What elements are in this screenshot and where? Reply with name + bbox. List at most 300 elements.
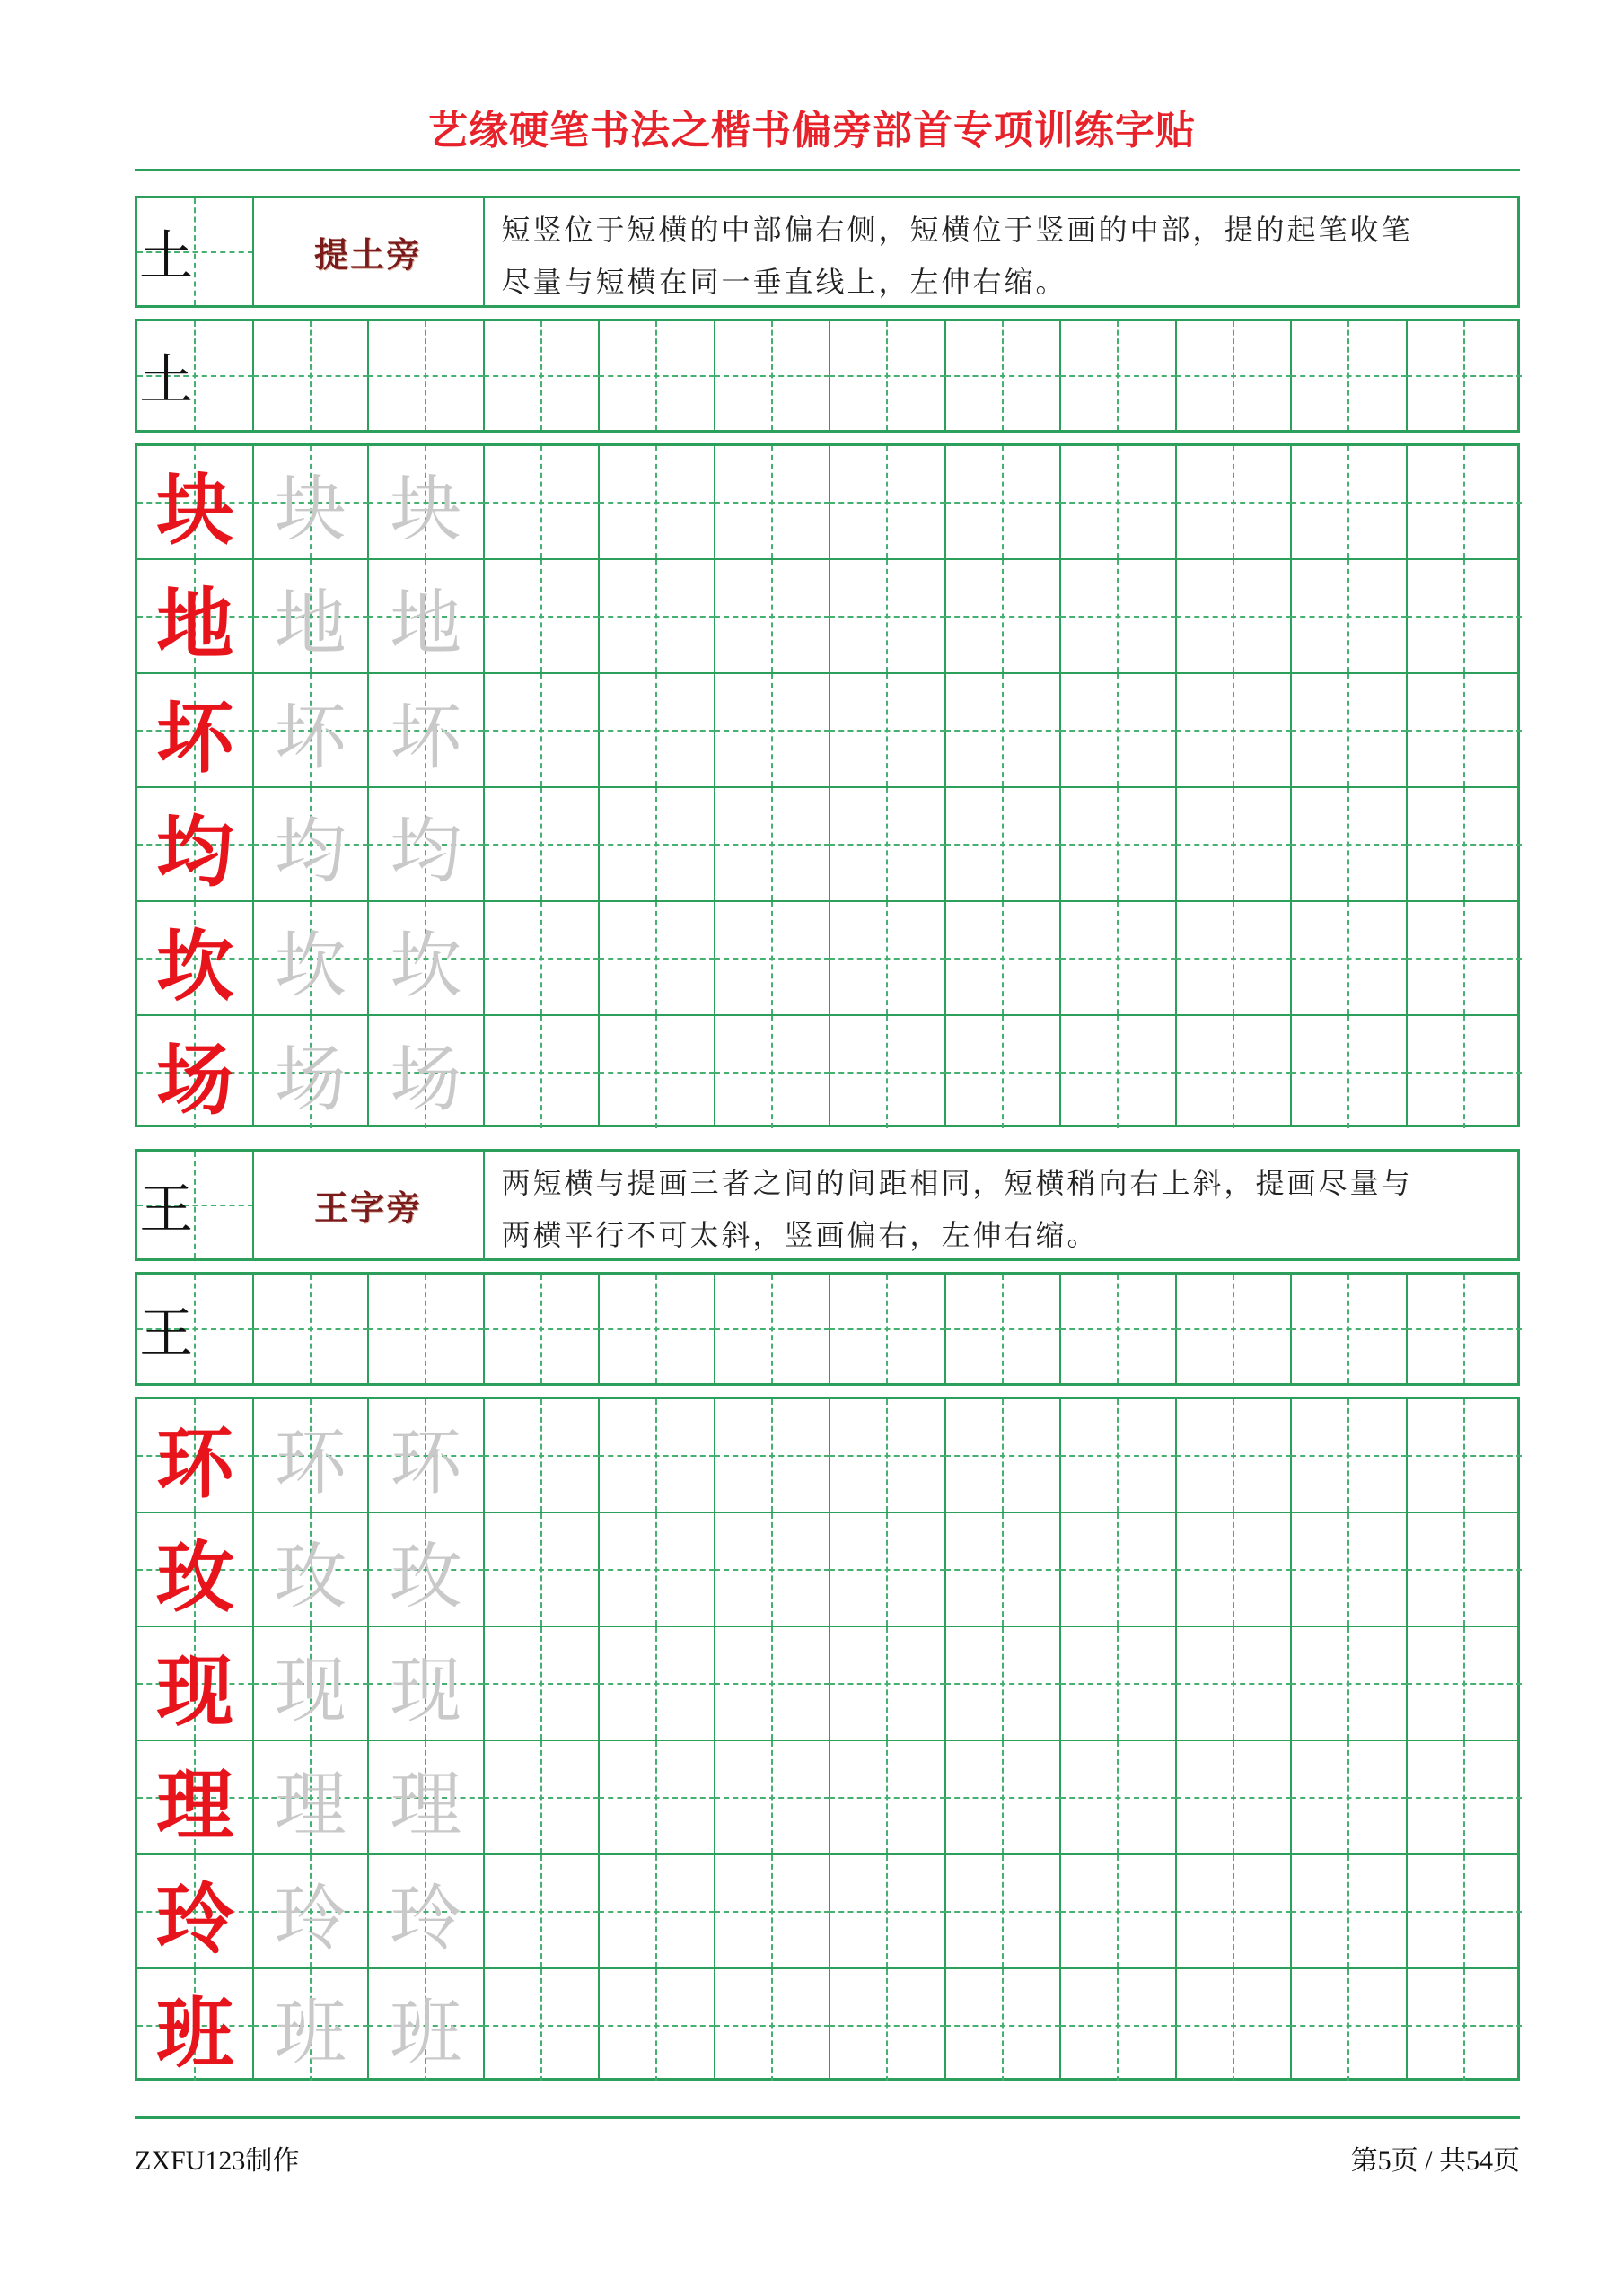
guide-horizontal <box>484 2025 600 2027</box>
grid-cell[interactable] <box>1060 1855 1176 1967</box>
guide-horizontal <box>1291 1911 1407 1913</box>
grid-cell[interactable] <box>1060 674 1176 786</box>
grid-cell[interactable] <box>945 1275 1061 1383</box>
trace-character: 均 <box>390 810 462 893</box>
guide-horizontal <box>484 958 600 960</box>
guide-horizontal <box>830 1328 945 1330</box>
guide-horizontal <box>830 2025 945 2027</box>
guide-horizontal <box>484 844 600 846</box>
guide-horizontal <box>368 1328 484 1330</box>
grid-cell[interactable] <box>1407 1513 1523 1626</box>
guide-horizontal <box>484 1072 600 1074</box>
grid-cell[interactable] <box>484 902 600 1014</box>
trace-character: 块 <box>274 468 347 551</box>
grid-cell[interactable] <box>945 1855 1061 1967</box>
guide-horizontal <box>945 1683 1061 1685</box>
guide-horizontal <box>1407 1569 1523 1571</box>
grid-cell[interactable] <box>599 560 715 672</box>
guide-horizontal <box>715 844 830 846</box>
guide-horizontal <box>1176 1569 1292 1571</box>
grid-cell[interactable] <box>1291 1969 1407 2081</box>
trace-character: 玲 <box>274 1877 347 1960</box>
trace-character: 玲 <box>390 1877 462 1960</box>
guide-horizontal <box>830 1455 945 1457</box>
guide-horizontal <box>1291 502 1407 504</box>
grid-cell[interactable] <box>1176 1741 1292 1853</box>
guide-horizontal <box>715 1797 830 1799</box>
grid-cell[interactable] <box>830 321 945 430</box>
model-character: 玲 <box>156 1873 234 1965</box>
grid-cell[interactable] <box>599 1275 715 1383</box>
grid-cell[interactable] <box>1407 321 1523 430</box>
guide-horizontal <box>484 730 600 732</box>
guide-horizontal <box>1060 1455 1176 1457</box>
guide-horizontal <box>1407 1911 1523 1913</box>
grid-cell[interactable] <box>945 674 1061 786</box>
grid-cell[interactable] <box>715 446 830 558</box>
grid-cell[interactable] <box>1060 1275 1176 1383</box>
grid-cell[interactable] <box>1407 1399 1523 1512</box>
grid-cell[interactable] <box>1291 902 1407 1014</box>
grid-cell[interactable] <box>945 446 1061 558</box>
grid-cell[interactable] <box>368 1275 484 1383</box>
grid-cell[interactable] <box>484 1741 600 1853</box>
trace-character: 场 <box>390 1038 462 1121</box>
guide-horizontal <box>830 375 945 377</box>
guide-horizontal <box>599 616 715 618</box>
guide-horizontal <box>1176 1683 1292 1685</box>
trace-character: 班 <box>274 1991 347 2074</box>
grid-cell[interactable] <box>1176 446 1292 558</box>
model-character: 场 <box>156 1034 234 1126</box>
grid-cell[interactable] <box>830 1016 945 1128</box>
guide-horizontal <box>599 1911 715 1913</box>
trace-character: 地 <box>390 582 462 665</box>
guide-horizontal <box>599 1569 715 1571</box>
trace-character: 地 <box>274 582 347 665</box>
guide-horizontal <box>599 1072 715 1074</box>
guide-horizontal <box>715 1569 830 1571</box>
grid-cell[interactable] <box>1291 788 1407 900</box>
grid-cell[interactable] <box>1060 902 1176 1014</box>
grid-cell[interactable] <box>1176 902 1292 1014</box>
grid-cell[interactable] <box>1060 1969 1176 2081</box>
grid-cell[interactable] <box>1291 674 1407 786</box>
guide-horizontal <box>1407 1683 1523 1685</box>
grid-cell[interactable] <box>599 1627 715 1740</box>
grid-cell[interactable] <box>599 446 715 558</box>
grid-cell[interactable] <box>484 1513 600 1626</box>
radical-name: 提土旁 <box>313 235 422 275</box>
grid-cell[interactable] <box>715 902 830 1014</box>
model-character: 环 <box>156 1417 234 1509</box>
guide-horizontal <box>945 2025 1061 2027</box>
trace-character: 理 <box>274 1763 347 1846</box>
grid-cell[interactable] <box>945 902 1061 1014</box>
guide-horizontal <box>1176 730 1292 732</box>
grid-cell[interactable] <box>715 788 830 900</box>
grid-cell[interactable] <box>1407 788 1523 900</box>
radical-section <box>135 196 1520 1127</box>
grid-cell[interactable] <box>599 1016 715 1128</box>
guide-horizontal <box>715 2025 830 2027</box>
guide-horizontal <box>1291 616 1407 618</box>
grid-cell[interactable] <box>1060 788 1176 900</box>
guide-horizontal <box>599 1683 715 1685</box>
grid-cell[interactable] <box>945 1016 1061 1128</box>
radical-glyph: 土 <box>139 348 194 412</box>
guide-horizontal <box>715 502 830 504</box>
trace-character: 坏 <box>274 696 347 779</box>
guide-horizontal <box>1407 1328 1523 1330</box>
guide-horizontal <box>1291 1072 1407 1074</box>
grid-cell[interactable] <box>1060 1016 1176 1128</box>
guide-horizontal <box>1060 1328 1176 1330</box>
grid-cell[interactable] <box>599 788 715 900</box>
grid-cell[interactable] <box>830 1741 945 1853</box>
guide-horizontal <box>253 375 369 377</box>
grid-cell[interactable] <box>368 321 484 430</box>
footer-maker: ZXFU123制作 <box>135 2146 300 2176</box>
grid-cell[interactable] <box>1291 1513 1407 1626</box>
guide-horizontal <box>830 1072 945 1074</box>
guide-horizontal <box>1060 1911 1176 1913</box>
grid-cell[interactable] <box>1060 446 1176 558</box>
grid-cell[interactable] <box>484 446 600 558</box>
grid-cell[interactable] <box>1060 1741 1176 1853</box>
grid-cell[interactable] <box>599 1969 715 2081</box>
grid-cell[interactable] <box>1291 321 1407 430</box>
guide-horizontal <box>715 958 830 960</box>
grid-cell[interactable] <box>484 1275 600 1383</box>
guide-horizontal <box>484 375 600 377</box>
guide-horizontal <box>1176 958 1292 960</box>
character-practice-block <box>135 1397 1520 2081</box>
guide-horizontal <box>1291 1328 1407 1330</box>
grid-cell[interactable] <box>830 1855 945 1967</box>
grid-cell[interactable] <box>599 1741 715 1853</box>
grid-cell[interactable] <box>1407 1855 1523 1967</box>
grid-cell[interactable] <box>599 674 715 786</box>
grid-cell[interactable] <box>830 1513 945 1626</box>
guide-horizontal <box>253 1328 369 1330</box>
guide-horizontal <box>715 616 830 618</box>
guide-horizontal <box>1060 1072 1176 1074</box>
grid-cell[interactable] <box>1407 902 1523 1014</box>
model-character: 块 <box>156 464 234 556</box>
trace-character: 玫 <box>274 1535 347 1618</box>
grid-cell[interactable] <box>1176 1016 1292 1128</box>
trace-character: 现 <box>274 1649 347 1732</box>
grid-cell[interactable] <box>1291 1627 1407 1740</box>
grid-cell[interactable] <box>830 446 945 558</box>
grid-cell[interactable] <box>715 1016 830 1128</box>
trace-character: 班 <box>390 1991 462 2074</box>
grid-cell[interactable] <box>1291 1275 1407 1383</box>
grid-cell[interactable] <box>945 1513 1061 1626</box>
grid-cell[interactable] <box>715 560 830 672</box>
grid-cell[interactable] <box>253 1275 369 1383</box>
grid-cell[interactable] <box>1291 1399 1407 1512</box>
grid-cell[interactable] <box>1407 1275 1523 1383</box>
guide-horizontal <box>1176 1455 1292 1457</box>
guide-horizontal <box>1291 1455 1407 1457</box>
grid-cell[interactable] <box>945 1741 1061 1853</box>
footer-page-info: 第5页 / 共54页 <box>1350 2146 1520 2176</box>
guide-horizontal <box>715 1072 830 1074</box>
trace-character: 均 <box>274 810 347 893</box>
trace-character: 坎 <box>274 924 347 1007</box>
grid-cell[interactable] <box>1291 1741 1407 1853</box>
grid-cell[interactable] <box>1176 674 1292 786</box>
grid-cell[interactable] <box>1407 674 1523 786</box>
header-rule <box>135 169 1520 171</box>
grid-cell[interactable] <box>945 1399 1061 1512</box>
description-line: 尽量与短横在同一垂直线上，左伸右缩。 <box>501 265 1067 299</box>
grid-cell[interactable] <box>484 321 600 430</box>
guide-horizontal <box>1176 1797 1292 1799</box>
guide-horizontal <box>945 844 1061 846</box>
grid-cell[interactable] <box>1407 446 1523 558</box>
guide-horizontal <box>599 502 715 504</box>
description-line: 两横平行不可太斜，竖画偏右，左伸右缩。 <box>501 1218 1099 1252</box>
grid-cell[interactable] <box>830 788 945 900</box>
model-character: 玫 <box>156 1531 234 1623</box>
grid-cell[interactable] <box>484 1969 600 2081</box>
guide-horizontal <box>368 375 484 377</box>
guide-horizontal <box>599 844 715 846</box>
guide-horizontal <box>1407 730 1523 732</box>
guide-horizontal <box>1176 1072 1292 1074</box>
guide-horizontal <box>830 958 945 960</box>
radical-practice-row <box>135 1272 1520 1386</box>
guide-horizontal <box>599 2025 715 2027</box>
grid-cell[interactable] <box>1407 1741 1523 1853</box>
description-line: 短竖位于短横的中部偏右侧，短横位于竖画的中部，提的起笔收笔 <box>501 213 1413 247</box>
grid-cell[interactable] <box>599 321 715 430</box>
grid-cell[interactable] <box>945 321 1061 430</box>
guide-horizontal <box>1060 375 1176 377</box>
grid-cell[interactable] <box>599 1399 715 1512</box>
grid-cell[interactable] <box>1407 1016 1523 1128</box>
character-practice-block <box>135 443 1520 1127</box>
guide-horizontal <box>945 616 1061 618</box>
guide-horizontal <box>1291 1797 1407 1799</box>
guide-horizontal <box>599 958 715 960</box>
guide-horizontal <box>715 375 830 377</box>
guide-horizontal <box>1407 375 1523 377</box>
guide-horizontal <box>1060 2025 1176 2027</box>
guide-horizontal <box>830 502 945 504</box>
guide-horizontal <box>830 1569 945 1571</box>
grid-cell[interactable] <box>1176 1627 1292 1740</box>
grid-cell[interactable] <box>715 1513 830 1626</box>
grid-cell[interactable] <box>830 1275 945 1383</box>
radical-glyph: 土 <box>139 224 194 288</box>
grid-cell[interactable] <box>484 1855 600 1967</box>
grid-cell[interactable] <box>1291 560 1407 672</box>
grid-cell[interactable] <box>1176 1513 1292 1626</box>
guide-horizontal <box>830 730 945 732</box>
guide-horizontal <box>830 1911 945 1913</box>
guide-horizontal <box>945 958 1061 960</box>
grid-cell[interactable] <box>253 321 369 430</box>
grid-cell[interactable] <box>830 1969 945 2081</box>
guide-horizontal <box>1407 2025 1523 2027</box>
guide-horizontal <box>1407 502 1523 504</box>
grid-cell[interactable] <box>1291 1855 1407 1967</box>
grid-cell[interactable] <box>1176 1275 1292 1383</box>
grid-cell[interactable] <box>830 1627 945 1740</box>
grid-cell[interactable] <box>484 1627 600 1740</box>
trace-character: 玫 <box>390 1535 462 1618</box>
grid-cell[interactable] <box>715 674 830 786</box>
guide-horizontal <box>715 1911 830 1913</box>
grid-cell[interactable] <box>945 560 1061 672</box>
guide-horizontal <box>830 844 945 846</box>
grid-cell[interactable] <box>1176 321 1292 430</box>
guide-horizontal <box>1407 1072 1523 1074</box>
guide-horizontal <box>1407 958 1523 960</box>
radical-glyph: 王 <box>139 1301 194 1365</box>
guide-horizontal <box>945 1455 1061 1457</box>
guide-horizontal <box>484 1911 600 1913</box>
footer-rule <box>135 2116 1520 2119</box>
grid-cell[interactable] <box>1407 1627 1523 1740</box>
guide-horizontal <box>1407 1797 1523 1799</box>
guide-horizontal <box>1060 1797 1176 1799</box>
grid-cell[interactable] <box>1291 1016 1407 1128</box>
radical-practice-row <box>135 319 1520 433</box>
guide-horizontal <box>945 502 1061 504</box>
grid-cell[interactable] <box>715 1275 830 1383</box>
model-character: 坏 <box>156 692 234 784</box>
guide-horizontal <box>484 1683 600 1685</box>
grid-cell[interactable] <box>1176 1969 1292 2081</box>
grid-cell[interactable] <box>1291 446 1407 558</box>
radical-description <box>502 204 1510 308</box>
grid-cell[interactable] <box>484 560 600 672</box>
grid-cell[interactable] <box>945 1627 1061 1740</box>
guide-horizontal <box>1291 958 1407 960</box>
grid-cell[interactable] <box>484 1016 600 1128</box>
grid-cell[interactable] <box>1176 560 1292 672</box>
grid-cell[interactable] <box>1060 321 1176 430</box>
grid-cell[interactable] <box>945 1969 1061 2081</box>
grid-cell[interactable] <box>715 1741 830 1853</box>
trace-character: 坎 <box>390 924 462 1007</box>
guide-horizontal <box>1407 1455 1523 1457</box>
grid-cell[interactable] <box>830 674 945 786</box>
model-character: 班 <box>156 1987 234 2079</box>
radical-name: 王字旁 <box>313 1188 422 1228</box>
guide-horizontal <box>1176 1328 1292 1330</box>
grid-cell[interactable] <box>715 1627 830 1740</box>
guide-horizontal <box>945 1569 1061 1571</box>
grid-cell[interactable] <box>1176 1855 1292 1967</box>
guide-horizontal <box>1291 844 1407 846</box>
guide-horizontal <box>1176 502 1292 504</box>
grid-cell[interactable] <box>1407 1969 1523 2081</box>
trace-character: 理 <box>390 1763 462 1846</box>
guide-horizontal <box>484 616 600 618</box>
guide-horizontal <box>715 1683 830 1685</box>
grid-cell[interactable] <box>830 560 945 672</box>
guide-horizontal <box>1176 1911 1292 1913</box>
guide-horizontal <box>1060 958 1176 960</box>
guide-horizontal <box>1176 2025 1292 2027</box>
guide-horizontal <box>599 1797 715 1799</box>
guide-horizontal <box>1060 502 1176 504</box>
guide-horizontal <box>1407 844 1523 846</box>
grid-cell[interactable] <box>599 1513 715 1626</box>
grid-cell[interactable] <box>945 788 1061 900</box>
grid-cell[interactable] <box>1407 560 1523 672</box>
grid-cell[interactable] <box>715 1969 830 2081</box>
guide-horizontal <box>830 1797 945 1799</box>
guide-horizontal <box>1060 1683 1176 1685</box>
guide-horizontal <box>945 1328 1061 1330</box>
grid-cell[interactable] <box>830 1399 945 1512</box>
grid-cell[interactable] <box>484 1399 600 1512</box>
guide-horizontal <box>599 1455 715 1457</box>
trace-character: 场 <box>274 1038 347 1121</box>
grid-cell[interactable] <box>599 1855 715 1967</box>
grid-cell[interactable] <box>1176 788 1292 900</box>
grid-cell[interactable] <box>484 788 600 900</box>
guide-horizontal <box>945 375 1061 377</box>
guide-horizontal <box>599 730 715 732</box>
section-header <box>135 196 1520 308</box>
description-line: 两短横与提画三者之间的间距相同，短横稍向右上斜，提画尽量与 <box>501 1166 1413 1200</box>
grid-cell[interactable] <box>1176 1399 1292 1512</box>
grid-cell[interactable] <box>715 321 830 430</box>
guide-horizontal <box>1176 844 1292 846</box>
guide-horizontal <box>945 730 1061 732</box>
guide-horizontal <box>1291 1683 1407 1685</box>
trace-character: 环 <box>274 1421 347 1504</box>
grid-cell[interactable] <box>1060 1627 1176 1740</box>
guide-horizontal <box>599 1328 715 1330</box>
model-character: 坎 <box>156 920 234 1012</box>
section-header <box>135 1149 1520 1261</box>
guide-horizontal <box>1060 844 1176 846</box>
guide-horizontal <box>1060 616 1176 618</box>
guide-horizontal <box>945 1797 1061 1799</box>
guide-horizontal <box>830 616 945 618</box>
grid-cell[interactable] <box>599 902 715 1014</box>
grid-cell[interactable] <box>830 902 945 1014</box>
guide-horizontal <box>484 1797 600 1799</box>
grid-cell[interactable] <box>1060 1513 1176 1626</box>
model-character: 地 <box>156 578 234 670</box>
guide-horizontal <box>1060 730 1176 732</box>
radical-section <box>135 1149 1520 2081</box>
guide-horizontal <box>484 502 600 504</box>
grid-cell[interactable] <box>1060 1399 1176 1512</box>
radical-glyph: 王 <box>139 1178 194 1241</box>
guide-horizontal <box>945 1072 1061 1074</box>
guide-horizontal <box>945 1911 1061 1913</box>
guide-horizontal <box>599 375 715 377</box>
grid-cell[interactable] <box>715 1399 830 1512</box>
grid-cell[interactable] <box>1060 560 1176 672</box>
guide-horizontal <box>1291 2025 1407 2027</box>
grid-cell[interactable] <box>715 1855 830 1967</box>
trace-character: 环 <box>390 1421 462 1504</box>
guide-horizontal <box>1176 616 1292 618</box>
grid-cell[interactable] <box>484 674 600 786</box>
